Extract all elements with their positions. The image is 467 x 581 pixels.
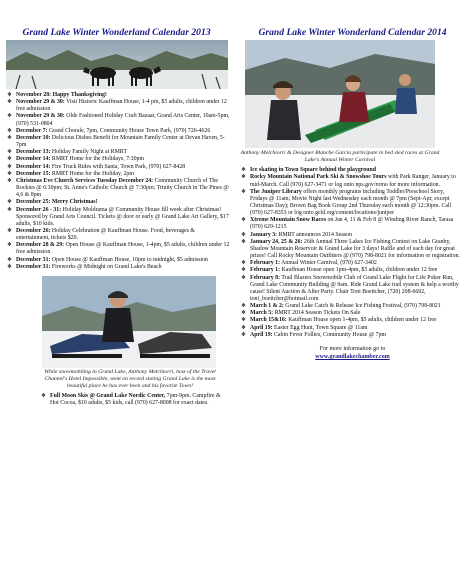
event-item: ❖ December 14: RMRT Home for the Holidays, 7:30pm <box>7 156 144 163</box>
event-item: ❖ December 28 & 29: Open House @ Kauffman House, 1-4pm, $5 adults, children under 12 free admission <box>7 242 230 256</box>
event-item: ❖ March 5: RMRT 2014 Season Tickets On Sale <box>241 310 361 317</box>
event-item: ❖ November 28: Happy Thanksgiving! <box>7 92 107 98</box>
event-item: ❖ March 1 & 2: Grand Lake Catch & Release Ice Fishing Festival, (970) 798-8021 <box>241 303 441 310</box>
snowmobile-illustration <box>42 276 216 368</box>
moose-illustration <box>6 40 228 89</box>
event-item: ❖ December 15: RMRT Home for the Holiday, 2pm <box>7 170 134 177</box>
event-item: ❖ February 1: Annual Winter Carnival, (970) 627-3402 <box>241 260 377 267</box>
event-item: ❖ Ice skating in Town Square behind the playground <box>241 167 376 174</box>
bed-sled-caption: Anthony Melchiorri & Designer Blanche Garcia participate in bed sled races at Grand Lake's Annual Winter Carnival <box>240 150 440 164</box>
event-item: ❖ April 19: Cabin Fever Follies, Community House @ 7pm <box>241 331 387 338</box>
event-item: ❖ Xtreme Mountain Snow Races on Jan 4, 11 & Feb 8 @ Winding River Ranch, Tarasa (970) 629-1215 <box>241 217 454 231</box>
events-2013-top <box>6 92 230 271</box>
snowmobile-caption: While snowmobiling in Grand Lake, Anthony Melchiorri, host of the Travel Channel's Hotel Impossible, went on record stating Grand Lake is the most beautiful place he has ever been and his favorite Town! <box>44 368 216 390</box>
event-item: ❖ The Juniper Library offers monthly programs including Toddler/Preschool Story, Fridays @ 11am; Movie Night last Wednesday each month @ 7pm (Sept-Apr, except Christmas Day); Brown Bag Book Group 2nd Thursday each month @ 12:30pm. Call (970) 627-8353 or log onto gcld.org/content/locations/juniper <box>241 188 452 217</box>
event-item: ❖ December 31: Open House @ Kauffman House, 10pm to midnight, $5 admission <box>7 256 208 263</box>
snowmobile-photo <box>42 276 216 368</box>
calendar-2013-title: Grand Lake Winter Wonderland Calendar 2013 <box>22 27 211 38</box>
events-2014 <box>240 167 462 339</box>
event-item: ❖ November 29 & 30: Olde Fashioned Holiday Craft Bazaar, Grand Arts Center, 10am-5pm, (970) 531-0804 <box>7 113 230 127</box>
events-2013-bottom <box>40 393 230 407</box>
event-item: ❖ December 7: Grand Chorale, 7pm, Community House Town Park, (970) 726-4626 <box>7 127 211 134</box>
event-item: ❖ Christmas Eve Church Services Tuesday December 24: Community Church of The Rockies @ 6:30pm; St. Anne's Catholic Church @ 7:30pm; Trinity Church in The Pines @ 4,6 & 8pm <box>7 177 229 199</box>
bed-sled-illustration <box>245 40 435 148</box>
event-item: ❖ December 26 - 31: Holiday Moldrama @ Community House fill week after Christmas! Sponsored by Grand Arts Council. Tickets @ door or early @ Grand Lake Art Gallery, $17 adults, $10 kids. <box>7 206 229 227</box>
left-column <box>0 0 233 408</box>
event-item: ❖ December 13: Holiday Family Night at RMRT <box>7 149 127 156</box>
calendar-2014-title: Grand Lake Winter Wonderland Calendar 2014 <box>258 27 447 38</box>
chamber-website-link[interactable]: www.grandlakechamber.com <box>315 353 390 360</box>
event-item: ❖ February 8: Trail Blazers Snowmobile Club of Grand Lake Flight for Life Poker Run, Grand Lake Community Building @ 9am. Ride Grand Lake trail system & help a worthy cause! Silent Auction & After Party. Chair Toni Boettcher, (720) 208-6692, toni_boettcher@hotmail.com <box>241 274 459 302</box>
event-item: ❖ December 14: Fire Truck Rides with Santa, Town Park, (970) 627-8428 <box>7 163 186 170</box>
event-item: ❖ February 1: Kauffman House open 1pm-4pm, $5 adults, children under 12 free <box>241 267 438 274</box>
event-item: ❖ December 10: Delicious Dishes Benefit for Mountain Family Center at Devan Haven, 5-7pm <box>7 134 225 149</box>
event-item: ❖ December 26: Holiday Celebration @ Kauffman House. Food, beverages & entertainment, tickets $20. <box>7 227 195 242</box>
event-item: ❖ March 15&16: Kauffman House open 1-4pm, $5 adults, children under 12 free <box>241 317 437 324</box>
event-item: ❖ December 25: Merry Christmas! <box>7 199 98 206</box>
moose-photo <box>6 40 228 89</box>
footer-info-line: For more information go to <box>319 345 386 352</box>
event-item: ❖ April 19: Easter Egg Hunt, Town Square @ 11am <box>241 324 368 331</box>
event-item: ❖ January 24, 25 & 26: 26th Annual Three Lakes Ice Fishing Contest on Lake Granby, Shadow Mountain Reservoir & Grand Lake for 3 days! Raffle and of each day for great prizes! Call Rocky Mountain Outfitters @ (970) 798-8021 for information or registration. <box>241 238 460 260</box>
bed-sled-race-photo <box>245 40 435 148</box>
event-item: ❖ January 3: RMRT announces 2014 Season <box>241 231 352 238</box>
event-item: ❖ December 31: Fireworks @ Midnight on Grand Lake's Beach <box>7 263 162 270</box>
right-column <box>240 0 465 361</box>
footer <box>240 345 465 361</box>
event-item: ❖ November 29 & 30: Visit Historic Kauffman House, 1-4 pm, $5 adults, children under 12 free admission <box>7 99 227 113</box>
event-item: ❖ Full Moon Skis @ Grand Lake Nordic Center, 7pm-9pm. Campfire & Hot Cocoa, $10 adults, $5 kids, call (970) 627-8008 for exact dates. <box>41 393 221 407</box>
event-item: ❖ Rocky Mountain National Park Ski & Snowshoe Tours with Park Ranger, January to mid-March. Call (970) 627-3471 or log onto nps.gov/romo for more information. <box>241 174 456 188</box>
